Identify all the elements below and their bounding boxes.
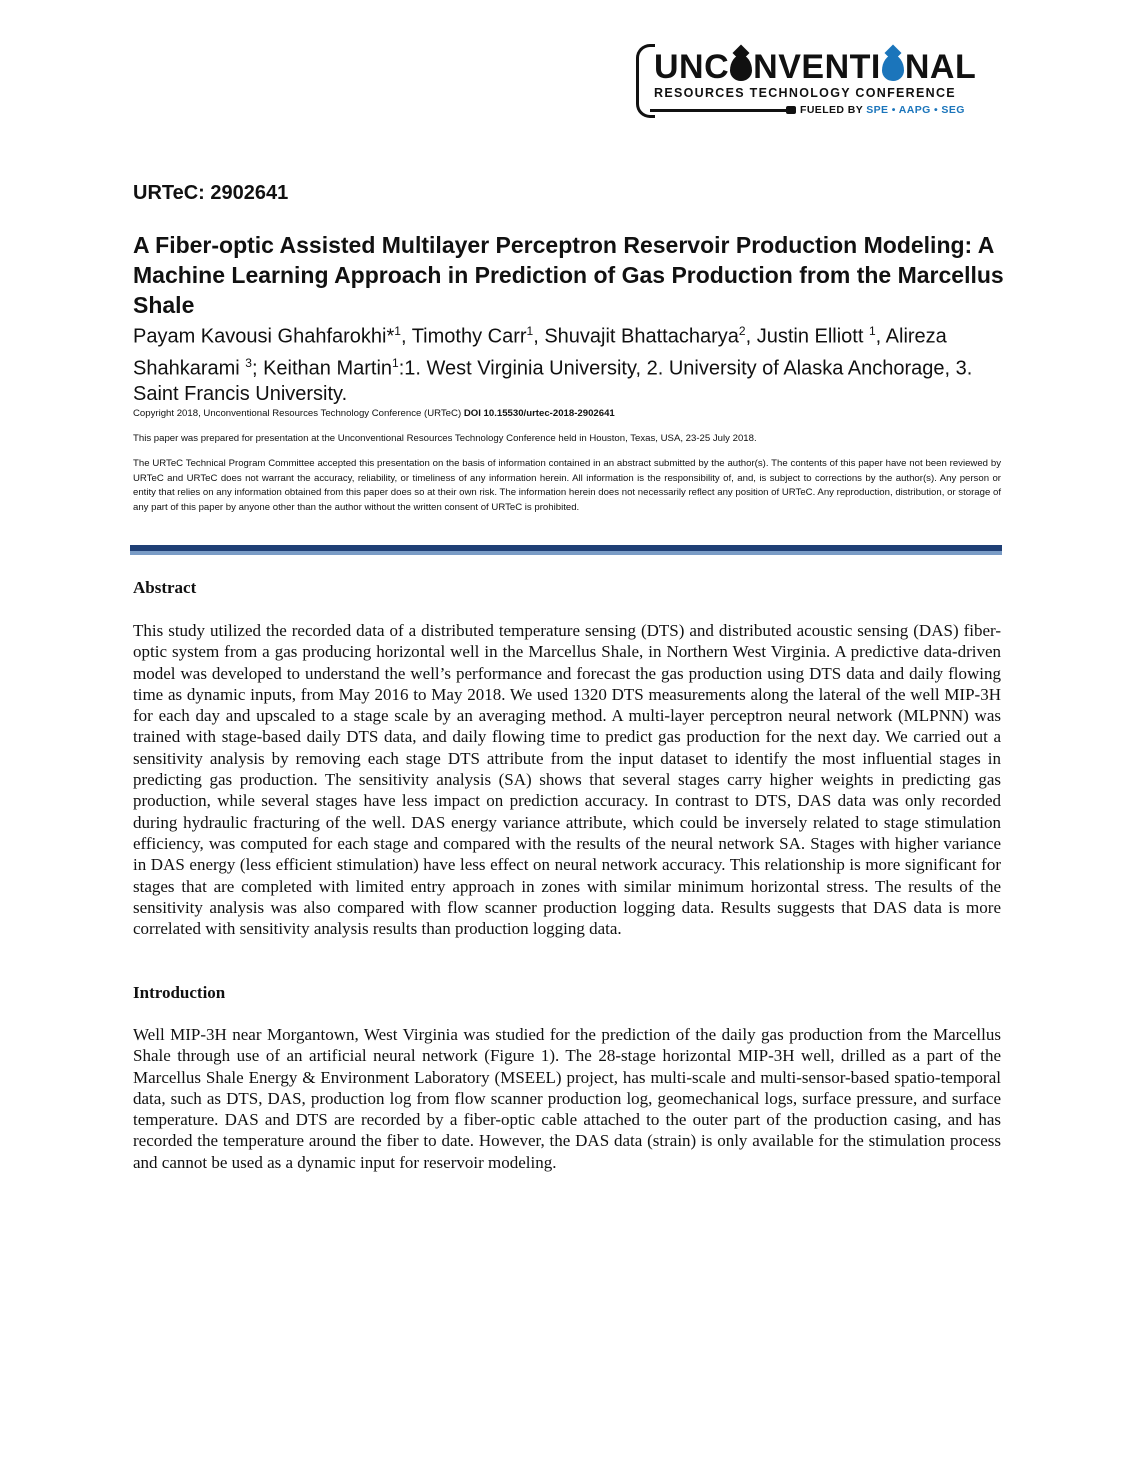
disclaimer: The URTeC Technical Program Committee accepted this presentation on the basis of information contained in an abstract submitted by the author(s). The contents of this paper have not been reviewed by URTeC and URTeC does not warrant the accuracy, reliability, or timeliness of any information herein. All information is the responsibility of, and, is subject to corrections by the author(s). Any person or entity that relies on any information obtained from this paper does so at their own risk. The information herein does not necessarily reflect any position of URTeC. Any reproduction, distribution, or storage of any part of this paper by anyone other than the author without the written consent of URTeC is prohibited. [133,458,1001,513]
author-name: , Alireza Shahkarami [133,325,947,380]
author-list [133,318,1013,407]
logo-text-3: NAL [904,48,977,86]
presentation-note: This paper was prepared for presentation at the Unconventional Resources Technology Conference held in Houston, Texas, USA, 23-25 July 2018. [133,433,757,444]
oil-drop-icon [730,55,752,81]
abstract-heading: Abstract [133,578,197,597]
logo-underline [650,109,790,112]
introduction-heading: Introduction [133,983,226,1002]
author-name: , Shuvajit Bhattacharya [533,325,739,348]
affiliation-marker: 3 [245,355,252,370]
introduction-text: Well MIP-3H near Morgantown, West Virginia was studied for the prediction of the daily gas production from the Marcellus Shale through use of an artificial neural network (Figure 1). The 28-stage horizontal MIP-3H well, drilled as a part of the Marcellus Shale Energy & Environment Laboratory (MSEEL) project, has multi-scale and multi-sensor-based spatio-temporal data, such as DTS, DAS, production log from flow scanner production log, geomechanical logs, surface pressure, and surface temperature. DAS and DTS are recorded by a fiber-optic cable attached to the outer part of the production casing, and has recorded the temperature around the fiber to date. However, the DAS data (strain) is only available for the stimulation process and cannot be used as a dynamic input for reservoir modeling. [133,1025,1001,1172]
author-name: Payam Kavousi Ghahfarokhi* [133,325,395,348]
author-name: , Timothy Carr [400,325,527,348]
partner-societies: SPE • AAPG • SEG [866,104,965,116]
logo-bracket [636,44,655,118]
affiliations: :1. West Virginia University, 2. University of Alaska Anchorage, 3. Saint Francis University. [133,357,973,406]
doi: DOI 10.15530/urtec-2018-2902641 [463,408,615,419]
fueled-by-label: FUELED BY [800,104,863,116]
logo-text-1: UNC [654,48,730,86]
affiliation-marker: 1 [526,324,534,338]
abstract-text: This study utilized the recorded data of a distributed temperature sensing (DTS) and distributed acoustic sensing (DAS) fiber-optic system from a gas producing horizontal well in the Marcellus Shale, in Northern West Virginia. A predictive data-driven model was developed to understand the well’s performance and forecast the gas production using DTS data and daily flowing time as dynamic inputs, from May 2016 to May 2018. We used 1320 DTS measurements along the lateral of the well MIP-3H for each day and upscaled to a stage scale by an averaging method. A multi-layer perceptron neural network (MLPNN) was trained with stage-based daily DTS data, and daily flowing time to predict gas production for the next day. We carried out a sensitivity analysis by removing each stage DTS attribute from the input dataset to identify the most influential stages in predicting gas production. The sensitivity analysis (SA) shows that several stages carry higher weights in predicting gas production, while several stages have less impact on prediction accuracy. In contrast to DTS, DAS data was only recorded during hydraulic fracturing of the well. DAS energy variance attribute, which could be inversely related to stage stimulation efficiency, was computed for each stage and compared with the results of the neural network SA. Stages with higher variance in DAS energy (less efficient stimulation) have less effect on neural network accuracy. This relationship is more significant for stages that are completed with limited entry approach in zones with similar minimum horizontal stress. The results of the sensitivity analysis was also compared with flow scanner production logging data. Results suggests that DAS data is more correlated with sensitivity analysis results than production logging data. [133,621,1001,939]
copyright-text: Copyright 2018, Unconventional Resources Technology Conference (URTeC) [133,408,464,419]
affiliation-marker: 2 [738,324,746,338]
affiliation-marker: 1 [392,355,399,370]
logo-fueled-by [786,104,965,116]
logo-text-2: NVENTI [753,48,881,86]
paper-id: URTeC: 2902641 [133,182,289,204]
water-drop-icon [882,55,904,81]
paper-title: A Fiber-optic Assisted Multilayer Perceptron Reservoir Production Modeling: A Machine Learning Approach in Prediction of Gas Production from the Marcellus Shale [133,232,1004,318]
conference-logo [636,42,996,124]
logo-wordmark [654,48,976,86]
affiliation-marker: 1 [394,324,401,338]
logo-subtitle: RESOURCES TECHNOLOGY CONFERENCE [654,86,956,100]
affiliation-marker: 1 [868,324,876,338]
plug-icon [786,106,796,114]
author-name: , Justin Elliott [745,325,869,348]
header-divider [130,545,1002,555]
author-name: ; Keithan Martin [251,357,393,380]
copyright-notice [133,407,1001,422]
